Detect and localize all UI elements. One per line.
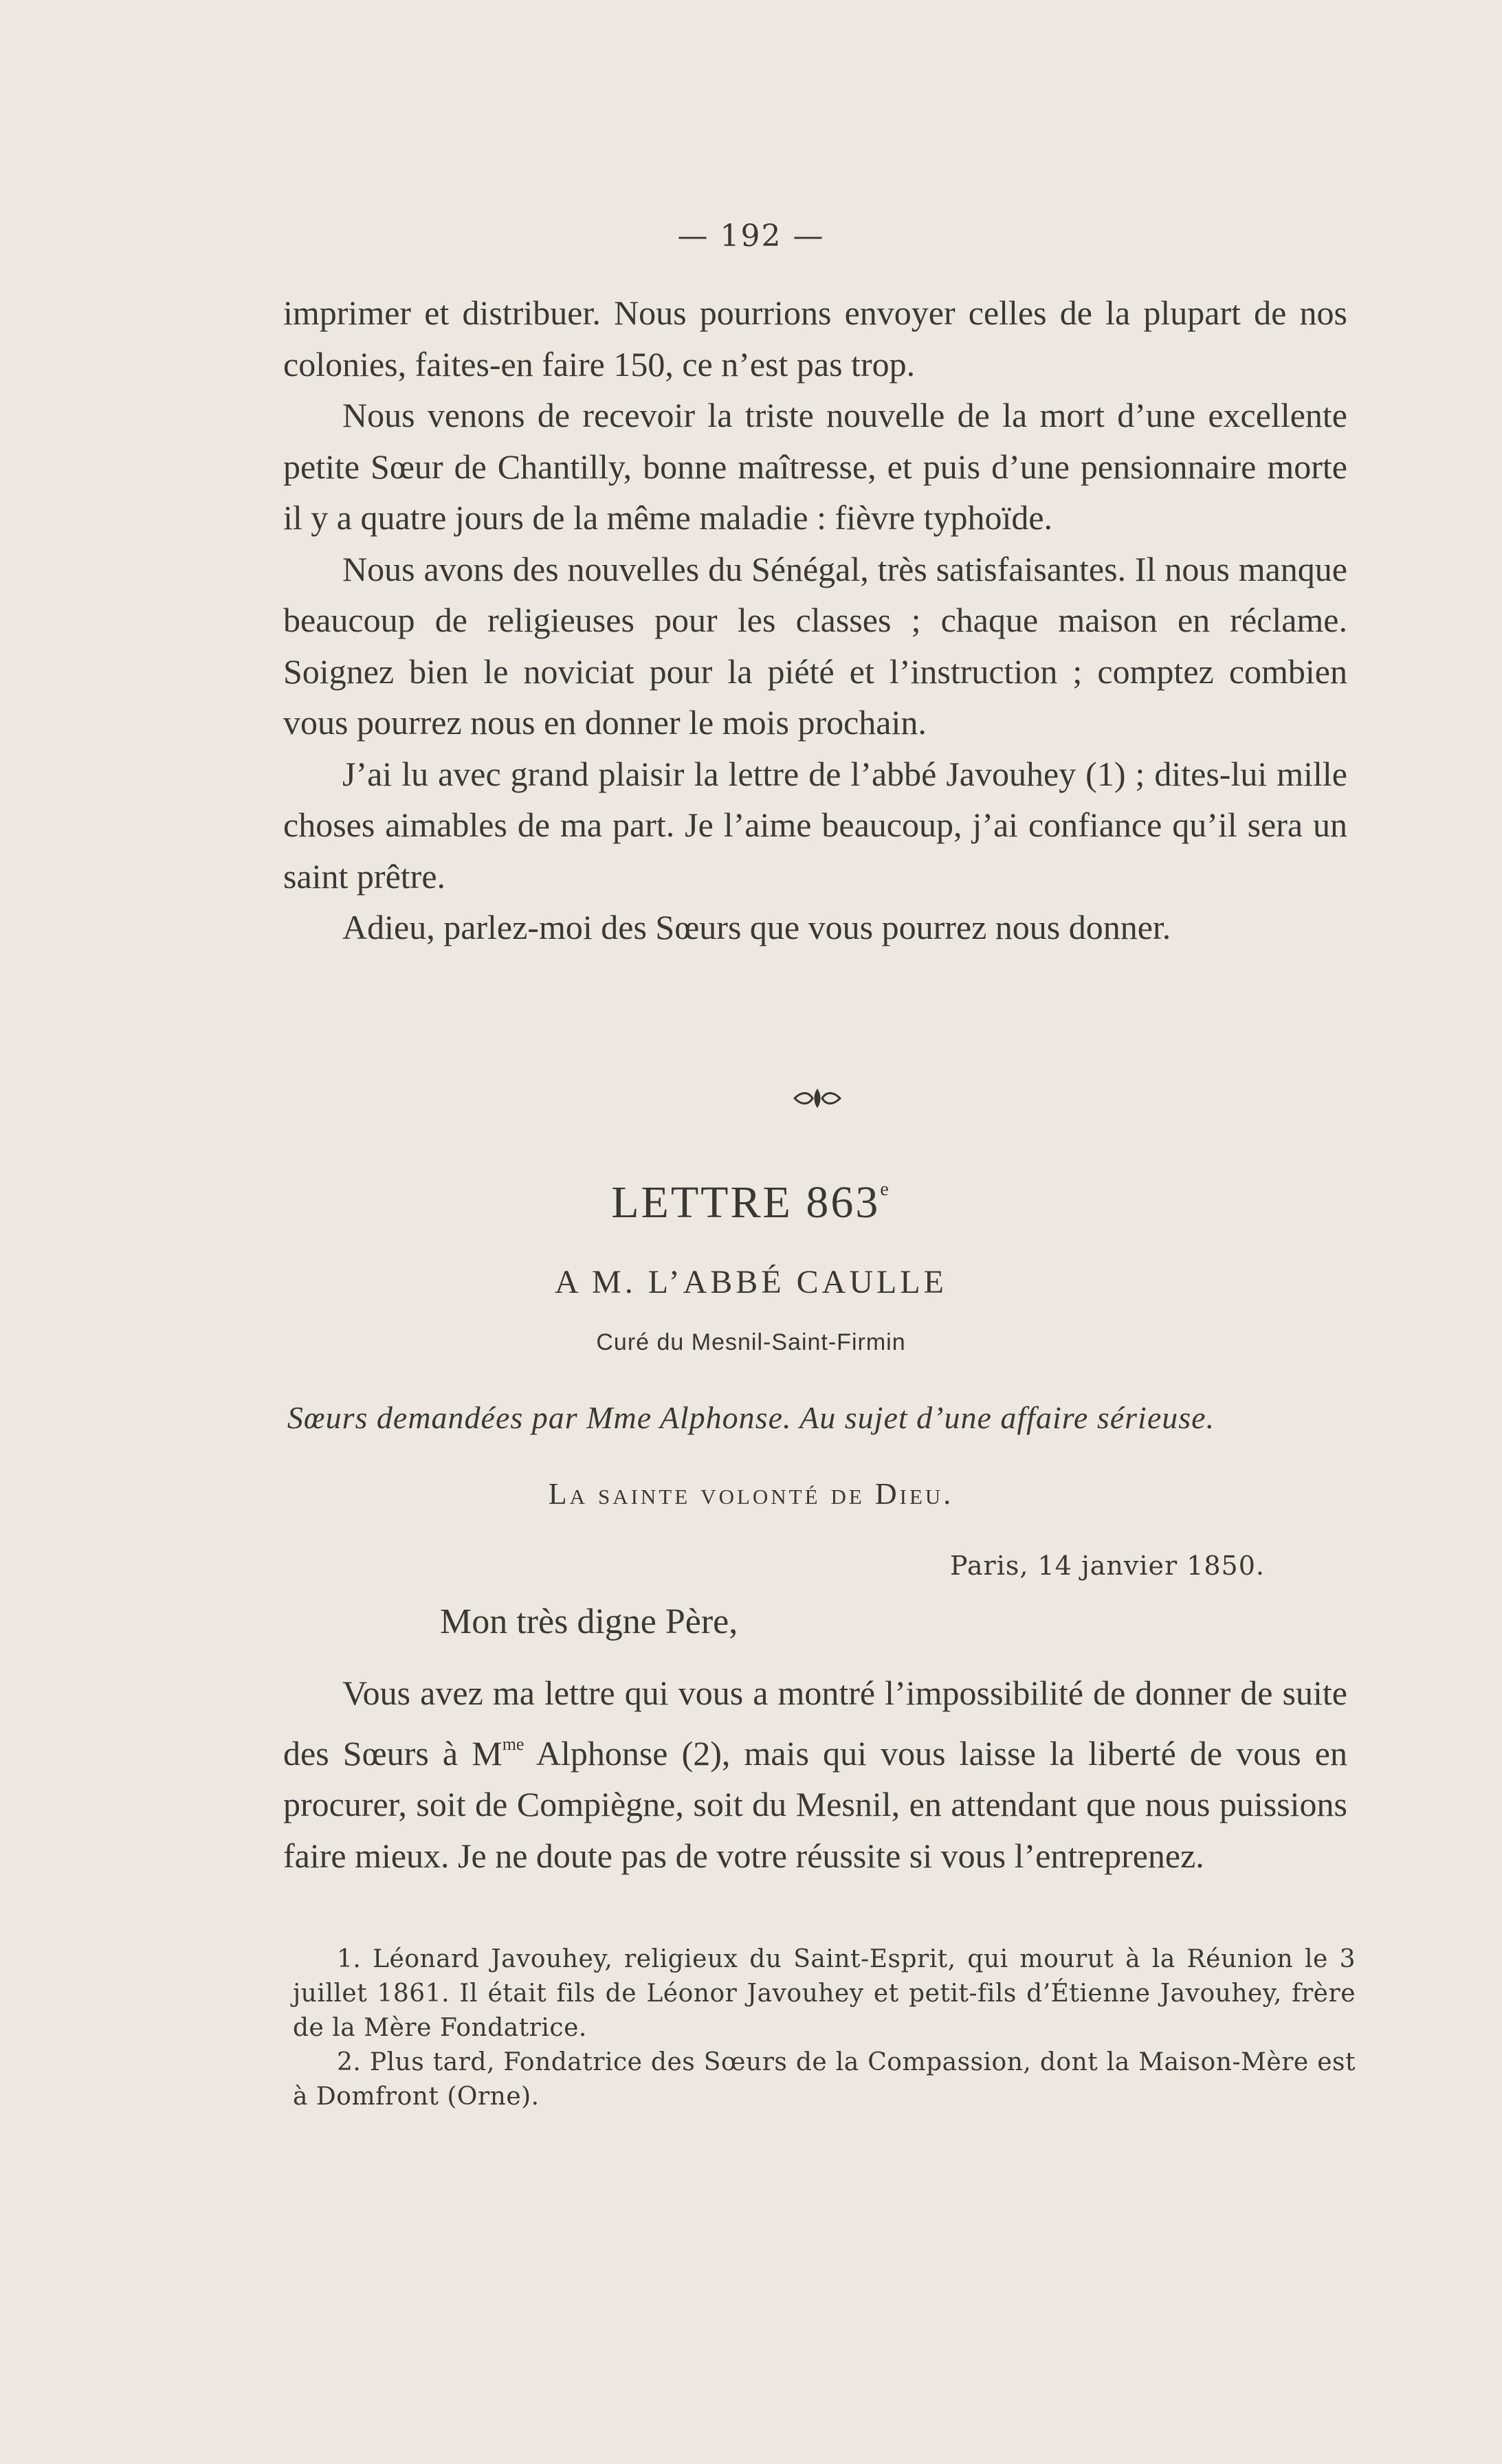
paragraph: Vous avez ma lettre qui vous a montré l’impossibilité de donner de suite des Sœurs à $M^{me}$ Alphonse (2), mais qui vous laisse la liberté de vous en procurer, soit de Compiègne, soit du Mesnil, en attendant que nous puissions faire mieux. Je ne doute pas de votre réussite si vous l’entreprenez. [283, 1674, 1348, 1875]
footnote: 2. Plus tard, Fondatrice des Sœurs de la Compassion, dont la Maison-Mère est à Domfront (Orne). [293, 2048, 1356, 2111]
continuation-text [283, 287, 1347, 953]
paragraph: Nous avons des nouvelles du Sénégal, très satisfaisantes. Il nous manque beaucoup de religieuses pour les classes ; chaque maison en réclame. Soignez bien le noviciat pour la piété et l’instruction ; comptez combien vous pourrez nous en donner le mois prochain. [283, 549, 1347, 742]
paragraph: imprimer et distribuer. Nous pourrions envoyer celles de la plupart de nos colonies, faites-en faire 150, ce n’est pas trop. [283, 293, 1347, 384]
letter-body [283, 1667, 1347, 1881]
paragraph: Nous venons de recevoir la triste nouvelle de la mort d’une excellente petite Sœur de Chantilly, bonne maîtresse, et puis d’une pensionnaire morte il y a quatre jours de la même maladie : fièvre typhoïde. [283, 396, 1347, 537]
page-number: — 192 — [677, 219, 825, 254]
footnotes [293, 1942, 1356, 2114]
paragraph: Adieu, parlez-moi des Sœurs que vous pourrez nous donner. [342, 908, 1171, 946]
salutation: Mon très digne Père, [440, 1602, 738, 1641]
paragraph: J’ai lu avec grand plaisir la lettre de l’abbé Javouhey (1) ; dites-lui mille choses aimables de ma part. Je l’aime beaucoup, j’ai confiance qu’il sera un saint prêtre. [283, 754, 1347, 896]
recipient-role: Curé du Mesnil-Saint-Firmin [596, 1329, 906, 1355]
letter-theme: La sainte volonté de Dieu. [548, 1477, 954, 1511]
letter-recipient: A M. L’ABBÉ CAULLE [555, 1264, 947, 1300]
fleuron-ornament-icon [792, 1085, 843, 1112]
letter-summary: Sœurs demandées par Mme Alphonse. Au sujet d’une affaire sérieuse. [287, 1400, 1215, 1435]
dateline: Paris, 14 janvier 1850. [950, 1551, 1265, 1581]
letter-title: LETTRE 863e [611, 1177, 891, 1228]
footnote: 1. Léonard Javouhey, religieux du Saint-Esprit, qui mourut à la Réunion le 3 juillet 1861. Il était fils de Léonor Javouhey et petit-fils d’Étienne Javouhey, frère de la Mère Fondatrice. [293, 1945, 1356, 2042]
